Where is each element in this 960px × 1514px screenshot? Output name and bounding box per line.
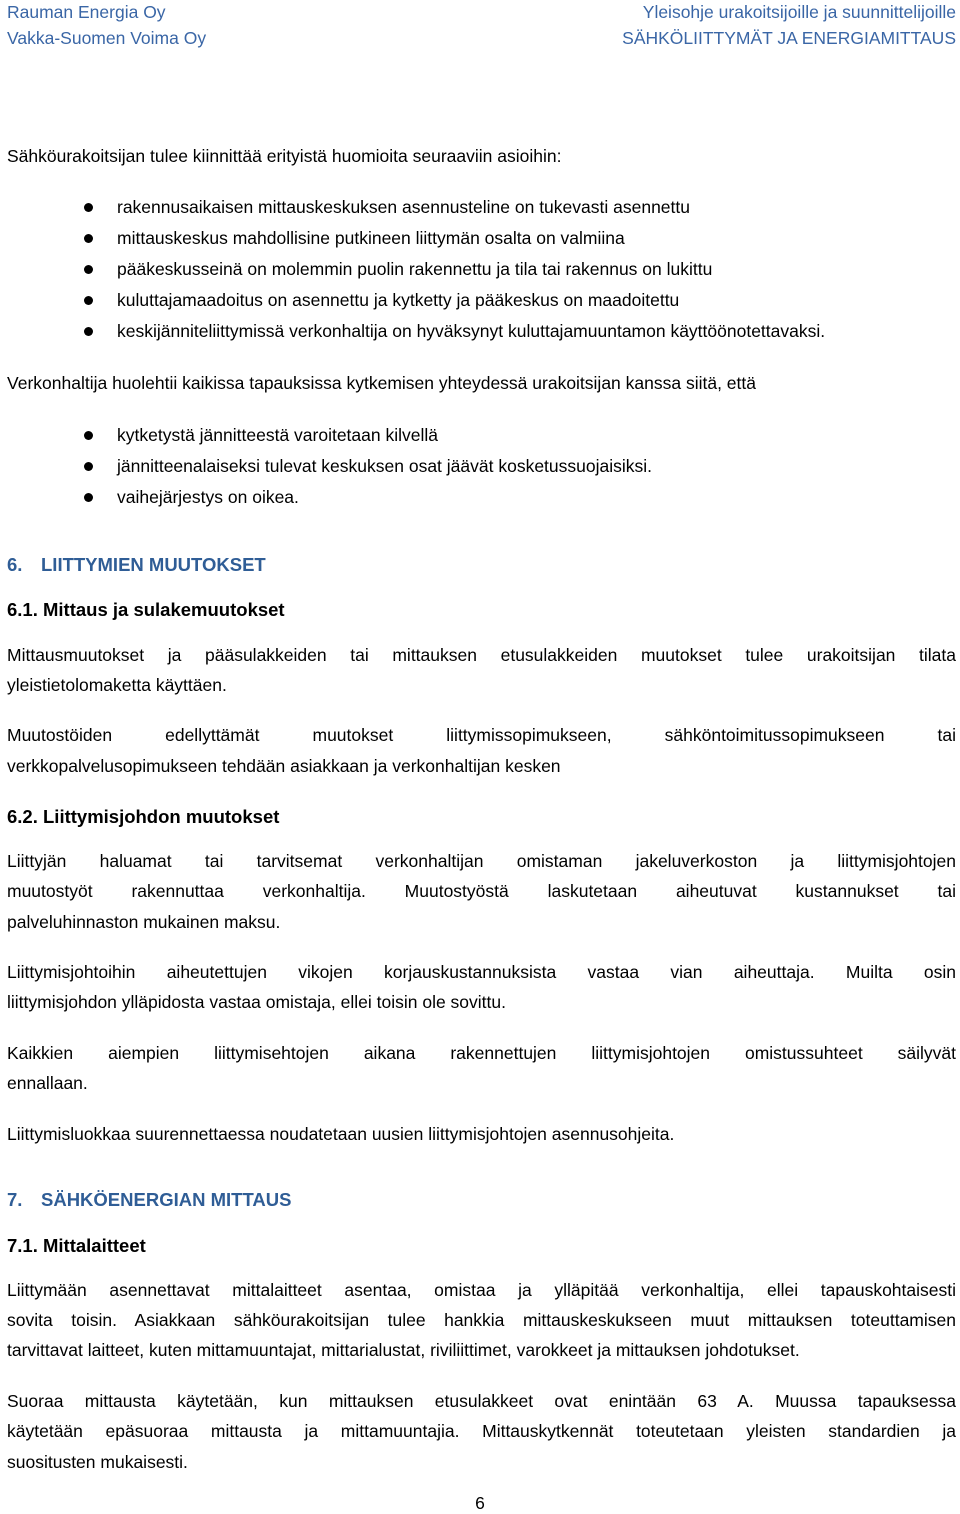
bullet-icon — [84, 203, 93, 212]
bullet-icon — [84, 234, 93, 243]
bullet-icon — [84, 296, 93, 305]
paragraph-line: liittymisjohdon ylläpidosta vastaa omistaja, ellei toisin ole sovittu. — [7, 992, 506, 1012]
network-operator-text: Verkonhaltija huolehtii kaikissa tapauksissa kytkemisen yhteydessä urakoitsijan kanssa siitä, että — [7, 373, 756, 393]
checklist-electrician — [7, 192, 956, 347]
checklist-operator — [7, 420, 956, 513]
paragraph-line: käytetään epäsuoraa mittausta ja mittamuuntajia. Mittauskytkennät toteutetaan yleisten standardien ja — [7, 1421, 956, 1441]
list-item: keskijänniteliittymissä verkonhaltija on hyväksynyt kuluttajamuuntamon käyttöönotettavaksi. — [7, 316, 956, 347]
header-right — [622, 0, 956, 51]
bullet-icon — [84, 462, 93, 471]
bullet-icon — [84, 265, 93, 274]
section-title: SÄHKÖENERGIAN MITTAUS — [41, 1189, 292, 1210]
paragraph-line: muutostyöt rakennuttaa verkonhaltija. Muutostyöstä laskutetaan aiheutuvat kustannukset tai — [7, 881, 956, 901]
list-item: jännitteenalaiseksi tulevat keskuksen osat jäävät kosketussuojaisiksi. — [7, 451, 956, 482]
list-item: kytketystä jännitteestä varoitetaan kilvellä — [7, 420, 956, 451]
list-item: kuluttajamaadoitus on asennettu ja kytketty ja pääkeskus on maadoitettu — [7, 285, 956, 316]
intro-text: Sähköurakoitsijan tulee kiinnittää erityistä huomioita seuraaviin asioihin: — [7, 146, 562, 166]
paragraph-line: Muutostöiden edellyttämät muutokset liittymissopimukseen, sähköntoimitussopimukseen tai — [7, 725, 956, 745]
section-heading-6 — [7, 550, 956, 580]
document-subtitle: SÄHKÖLIITTYMÄT JA ENERGIAMITTAUS — [622, 28, 956, 48]
subsection-heading-6-1: 6.1. Mittaus ja sulakemuutokset — [7, 599, 285, 620]
page-header — [7, 0, 956, 52]
bullet-icon — [84, 327, 93, 336]
company-name-1: Rauman Energia Oy — [7, 2, 166, 22]
list-item: mittauskeskus mahdollisine putkineen liittymän osalta on valmiina — [7, 223, 956, 254]
paragraph-line: Liittymään asennettavat mittalaitteet asentaa, omistaa ja ylläpitää verkonhaltija, ellei tapauskohtaisesti — [7, 1280, 956, 1300]
subsection-heading-7-1: 7.1. Mittalaitteet — [7, 1235, 146, 1256]
list-item: pääkeskusseinä on molemmin puolin rakennettu ja tila tai rakennus on lukittu — [7, 254, 956, 285]
paragraph-line: palveluhinnaston mukainen maksu. — [7, 912, 281, 932]
document-title: Yleisohje urakoitsijoille ja suunnittelijoille — [642, 2, 956, 22]
paragraph-line: Mittausmuutokset ja pääsulakkeiden tai mittauksen etusulakkeiden muutokset tulee urakoitsijan tilata — [7, 645, 956, 665]
paragraph-line: Kaikkien aiempien liittymisehtojen aikana rakennettujen liittymisjohtojen omistussuhteet säilyvät — [7, 1043, 956, 1063]
section-title: LIITTYMIEN MUUTOKSET — [41, 554, 266, 575]
paragraph-line: suositusten mukaisesti. — [7, 1452, 188, 1472]
paragraph-line: yleistietolomaketta käyttäen. — [7, 675, 227, 695]
company-name-2: Vakka-Suomen Voima Oy — [7, 28, 207, 48]
page-number: 6 — [475, 1493, 485, 1513]
paragraph-line: verkkopalvelusopimukseen tehdään asiakkaan ja verkonhaltijan kesken — [7, 756, 561, 776]
subsection-heading-6-2: 6.2. Liittymisjohdon muutokset — [7, 806, 280, 827]
paragraph-line: Liittyjän haluamat tai tarvitsemat verkonhaltijan omistaman jakeluverkoston ja liittymisjohtojen — [7, 851, 956, 871]
section-number: 7. — [7, 1189, 23, 1210]
paragraph-line: sovita toisin. Asiakkaan sähköurakoitsijan tulee hankkia mittauskeskukseen muut mittauksen toteuttamisen — [7, 1310, 956, 1330]
paragraph-line: Suoraa mittausta käytetään, kun mittauksen etusulakkeet ovat enintään 63 A. Muussa tapauksessa — [7, 1391, 956, 1411]
paragraph-line: Liittymisjohtoihin aiheutettujen vikojen korjauskustannuksista vastaa vian aiheuttaja. Muilta osin — [7, 962, 956, 982]
paragraph-line: Liittymisluokkaa suurennettaessa noudatetaan uusien liittymisjohtojen asennusohjeita. — [7, 1124, 675, 1144]
paragraph-line: ennallaan. — [7, 1073, 88, 1093]
bullet-icon — [84, 431, 93, 440]
bullet-icon — [84, 493, 93, 502]
list-item: vaihejärjestys on oikea. — [7, 482, 956, 513]
list-item: rakennusaikaisen mittauskeskuksen asennusteline on tukevasti asennettu — [7, 192, 956, 223]
header-left — [7, 0, 206, 51]
section-number: 6. — [7, 554, 23, 575]
section-heading-7 — [7, 1185, 956, 1215]
paragraph-line: tarvittavat laitteet, kuten mittamuuntajat, mittarialustat, riviliittimet, varokkeet ja mittauksen johdotukset. — [7, 1340, 800, 1360]
